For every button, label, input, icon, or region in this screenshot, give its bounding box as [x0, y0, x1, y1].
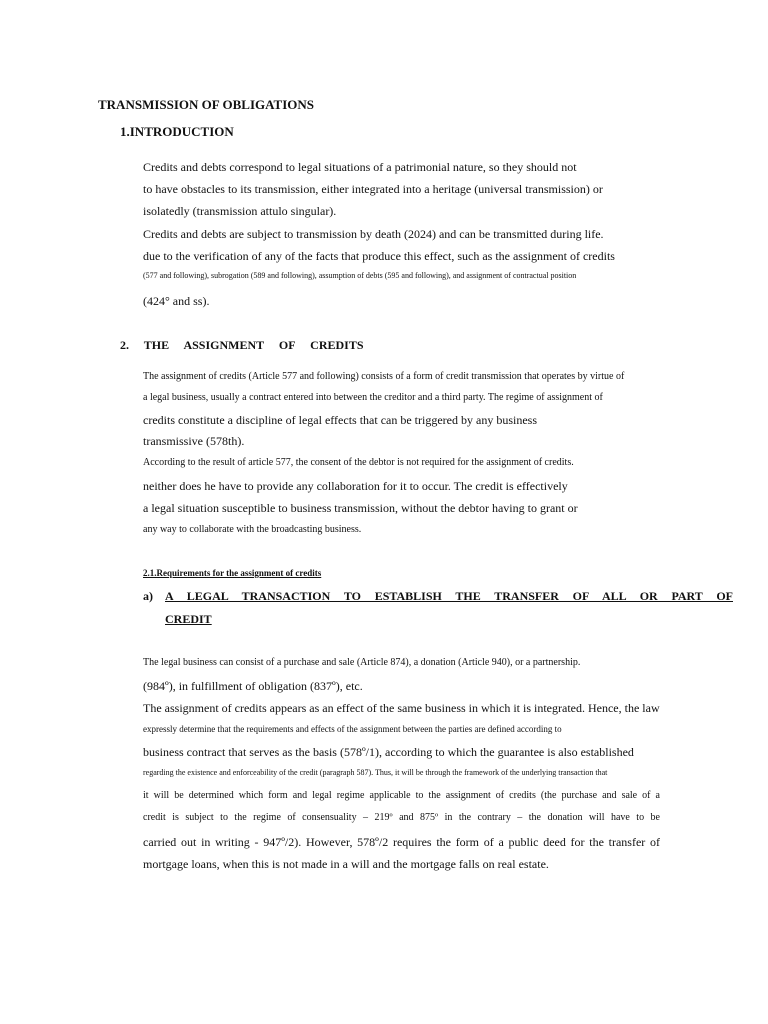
paragraph-line: (424° and ss).: [143, 294, 210, 308]
paragraph-line: The legal business can consist of a purchase and sale (Article 874), a donation (Article 940), or a partnership.: [143, 657, 581, 668]
paragraph-line: carried out in writing - 947º/2). However, 578º/2 requires the form of a public deed for the transfer of: [143, 835, 660, 849]
paragraph-line: a legal business, usually a contract entered into between the creditor and a third party. The regime of assignment of: [143, 392, 603, 403]
paragraph-line: a legal situation susceptible to business transmission, without the debtor having to grant or: [143, 501, 578, 515]
section-heading-assignment: 2. THE ASSIGNMENT OF CREDITS: [120, 338, 364, 352]
item-a-line2: CREDIT: [165, 612, 212, 626]
paragraph-line: According to the result of article 577, the consent of the debtor is not required for the assignment of credits.: [143, 457, 574, 468]
section-heading-introduction: 1.INTRODUCTION: [120, 124, 234, 139]
paragraph-line: Credits and debts are subject to transmission by death (2024) and can be transmitted during life.: [143, 227, 604, 241]
paragraph-line: it will be determined which form and legal regime applicable to the assignment of credits (the purchase and sale of a: [143, 790, 660, 801]
document-title: TRANSMISSION OF OBLIGATIONS: [98, 97, 314, 112]
paragraph-line: expressly determine that the requirements and effects of the assignment between the parties are defined according to: [143, 724, 562, 734]
paragraph-line: due to the verification of any of the facts that produce this effect, such as the assignment of credits: [143, 249, 615, 263]
subsection-heading-requirements: 2.1.Requirements for the assignment of credits: [143, 568, 322, 578]
paragraph-line: neither does he have to provide any collaboration for it to occur. The credit is effectively: [143, 479, 568, 493]
paragraph-line: (577 and following), subrogation (589 and following), assumption of debts (595 and following), and assignment of contractual position: [143, 271, 577, 280]
paragraph-line: mortgage loans, when this is not made in a will and the mortgage falls on real estate.: [143, 857, 549, 871]
paragraph-line: (984º), in fulfillment of obligation (837º), etc.: [143, 679, 363, 693]
paragraph-line: The assignment of credits (Article 577 and following) consists of a form of credit transmission that operates by virtue of: [143, 371, 625, 382]
paragraph-line: to have obstacles to its transmission, either integrated into a heritage (universal transmission) or: [143, 182, 603, 196]
paragraph-line: transmissive (578th).: [143, 434, 245, 448]
paragraph-line: The assignment of credits appears as an effect of the same business in which it is integrated. Hence, the law: [143, 701, 660, 715]
paragraph-line: Credits and debts correspond to legal situations of a patrimonial nature, so they should not: [143, 160, 577, 174]
item-a-marker: a): [143, 589, 153, 603]
paragraph-line: credit is subject to the regime of consensuality – 219º and 875º in the contrary – the donation will have to be: [143, 812, 660, 823]
paragraph-line: isolatedly (transmission attulo singular).: [143, 204, 337, 218]
paragraph-line: business contract that serves as the basis (578º/1), according to which the guarantee is also established: [143, 745, 634, 759]
paragraph-line: credits constitute a discipline of legal effects that can be triggered by any business: [143, 413, 537, 427]
paragraph-line: any way to collaborate with the broadcasting business.: [143, 524, 362, 535]
item-a-line1: A LEGAL TRANSACTION TO ESTABLISH THE TRANSFER OF ALL OR PART OF: [165, 589, 733, 603]
paragraph-line: regarding the existence and enforceability of the credit (paragraph 587). Thus, it will be through the framework of the underlying transaction that: [143, 768, 608, 777]
